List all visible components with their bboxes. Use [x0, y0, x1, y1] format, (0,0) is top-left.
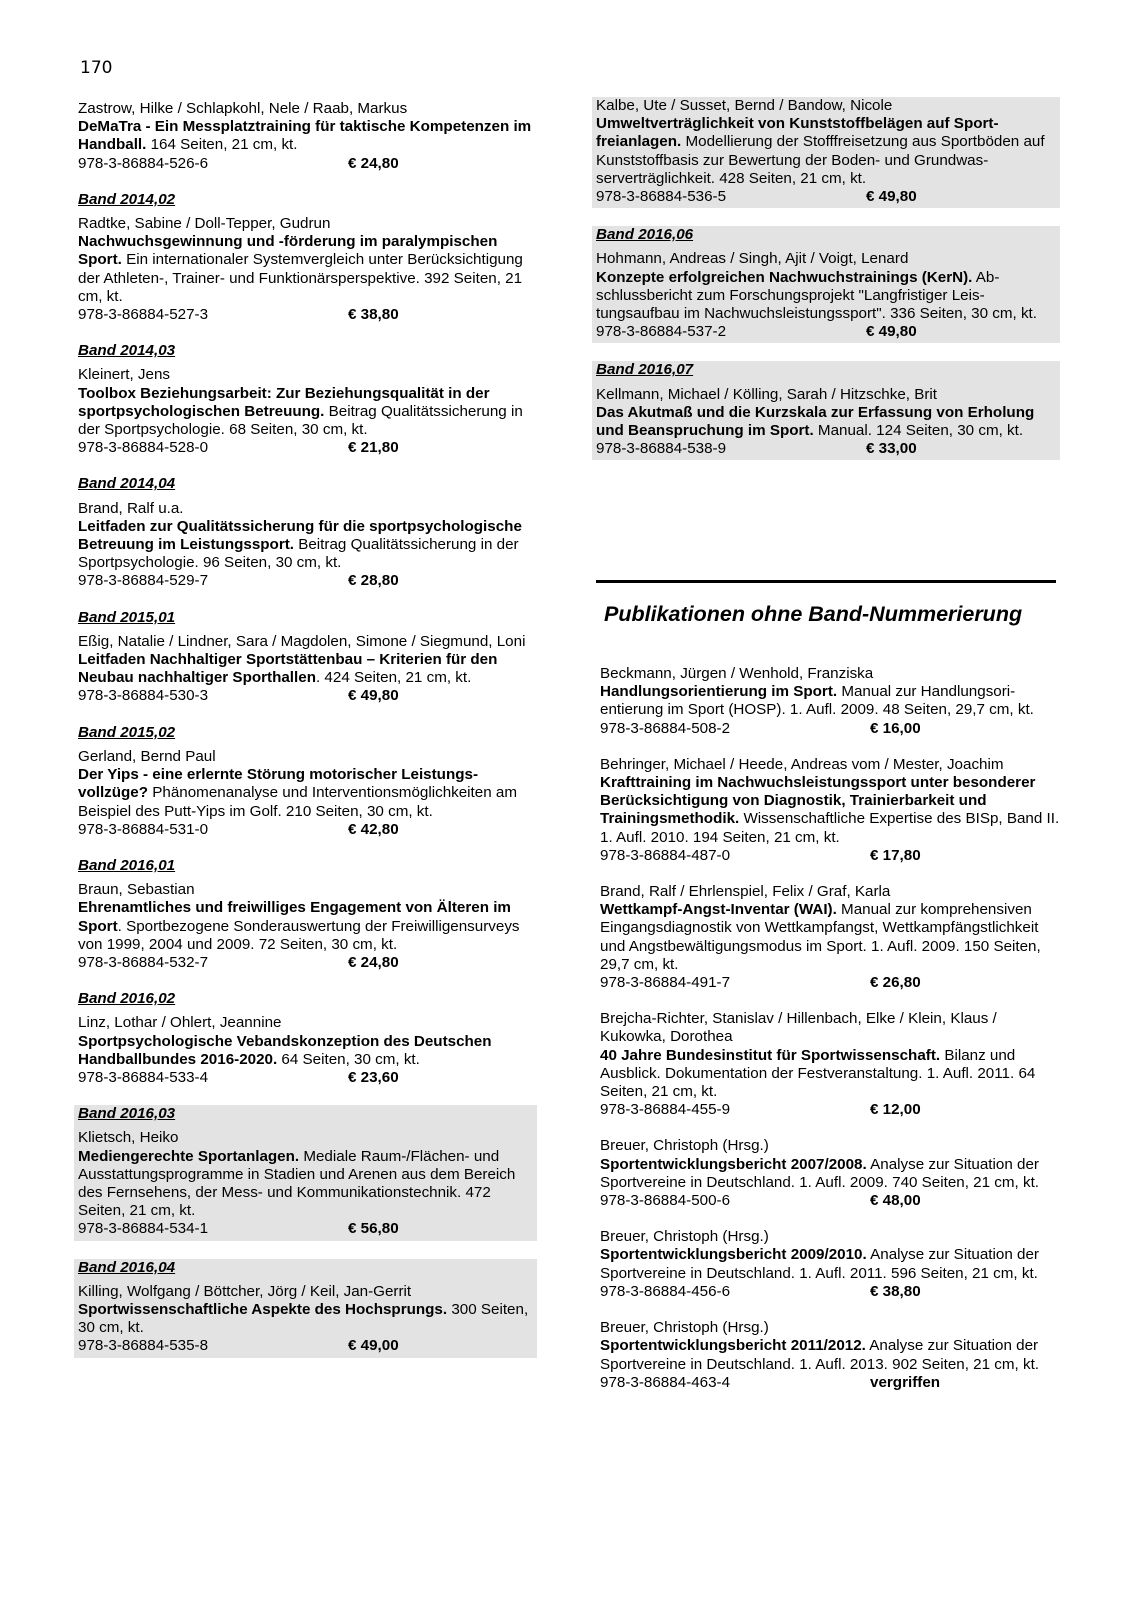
- entry-authors: Radtke, Sabine / Doll-Tepper, Gudrun: [78, 215, 331, 233]
- entry-isbn: 978-3-86884-529-7: [78, 572, 209, 590]
- entry-price: € 56,80: [348, 1220, 399, 1238]
- entry-description: [600, 683, 1060, 719]
- entry-description: [600, 1156, 1060, 1192]
- isbn-price-row: [78, 439, 533, 457]
- entry-isbn: 978-3-86884-538-9: [596, 440, 727, 458]
- isbn-price-row: [600, 1101, 1060, 1119]
- entry-details: Beitrag Qualitätssicherung in der Sportpsychologie. 68 Seiten, 30 cm, kt.: [78, 402, 523, 439]
- catalog-entry: [592, 226, 1060, 343]
- entry-description: [78, 518, 533, 573]
- entry-title: Nachwuchsgewinnung und -förderung im paralympischen Sport.: [78, 233, 498, 269]
- entry-isbn: 978-3-86884-536-5: [596, 188, 727, 206]
- entry-authors: Breuer, Christoph (Hrsg.): [600, 1319, 769, 1337]
- entry-details: Mediale Raum-/Flächen- und Ausstattungsprogramme in Stadien und Arenen aus dem Bereich des Fernsehens, der Mess- und Kommunikationstechnik. 472 Seiten, 21 cm, kt.: [78, 1147, 516, 1220]
- band-label: Band 2014,02: [78, 190, 176, 208]
- entry-authors: Eßig, Natalie / Lindner, Sara / Magdolen, Simone / Siegmund, Loni: [78, 632, 526, 650]
- entry-price: € 23,60: [348, 1068, 399, 1086]
- band-label: Band 2014,04: [78, 475, 176, 493]
- entry-isbn: 978-3-86884-537-2: [596, 323, 727, 341]
- band-label: Band 2016,02: [78, 990, 176, 1008]
- entry-details: 300 Seiten, 30 cm, kt.: [78, 1300, 529, 1337]
- entry-isbn: 978-3-86884-500-6: [600, 1192, 731, 1210]
- entry-details: Wissenschaftliche Expertise des BISp, Band II. 1. Aufl. 2010. 194 Seiten, 21 cm, kt.: [600, 810, 1060, 846]
- entry-isbn: 978-3-86884-508-2: [600, 719, 731, 737]
- catalog-entry: [600, 1228, 1060, 1301]
- band-label: Band 2016,01: [78, 856, 176, 874]
- section-divider: [596, 580, 1056, 583]
- entry-price: € 33,00: [866, 440, 917, 458]
- entry-price: € 26,80: [870, 974, 921, 992]
- publication-list: [600, 665, 1060, 1410]
- entry-authors: Behringer, Michael / Heede, Andreas vom / Mester, Joachim: [600, 755, 1004, 773]
- entry-isbn: 978-3-86884-456-6: [600, 1282, 731, 1300]
- entry-authors: Killing, Wolfgang / Böttcher, Jörg / Keil, Jan-Gerrit: [78, 1282, 412, 1300]
- entry-title: Sportentwicklungsbericht 2007/2008.: [600, 1155, 867, 1173]
- entry-price: € 49,80: [866, 188, 917, 206]
- entry-price: € 24,80: [348, 154, 399, 172]
- left-column: [78, 100, 533, 1376]
- band-label: Band 2014,03: [78, 342, 176, 360]
- isbn-price-row: [78, 572, 533, 590]
- entry-details: Abschlussbericht zum Forschungsprojekt "Langfristiger Leistungsaufbau im Nachwuchsleistungssport". 336 Seiten, 30 cm, kt.: [596, 268, 1038, 323]
- catalog-entry: [600, 883, 1060, 992]
- entry-authors: Klietsch, Heiko: [78, 1129, 179, 1147]
- entry-isbn: 978-3-86884-526-6: [78, 154, 209, 172]
- isbn-price-row: [596, 188, 1056, 206]
- entry-authors: Brand, Ralf / Ehrlenspiel, Felix / Graf, Karla: [600, 883, 891, 901]
- entry-title: Krafttraining im Nachwuchsleistungssport unter besonderer Berücksichtigung von Diagnostik, Trainierbarkeit und Trainingsmethodik.: [600, 774, 1036, 828]
- entry-isbn: 978-3-86884-535-8: [78, 1337, 209, 1355]
- entry-authors: Linz, Lothar / Ohlert, Jeannine: [78, 1014, 282, 1032]
- catalog-entry: [74, 1259, 537, 1358]
- entry-description: [596, 404, 1056, 440]
- entry-authors: Kellmann, Michael / Kölling, Sarah / Hitzschke, Brit: [596, 385, 938, 403]
- entry-details: 64 Seiten, 30 cm, kt.: [277, 1050, 420, 1068]
- entry-description: [78, 651, 533, 687]
- catalog-entry: [78, 990, 533, 1087]
- entry-details: . 424 Seiten, 21 cm, kt.: [315, 669, 472, 687]
- catalog-entry: [600, 1319, 1060, 1392]
- entry-title: Sportentwicklungsbericht 2009/2010.: [600, 1246, 867, 1264]
- entry-description: [78, 385, 533, 440]
- isbn-price-row: [600, 847, 1060, 865]
- entry-title: DeMaTra - Ein Messplatztraining für taktische Kompetenzen im Handball.: [78, 118, 532, 154]
- isbn-price-row: [78, 1069, 533, 1087]
- catalog-entry: [600, 665, 1060, 738]
- entry-price: € 42,80: [348, 820, 399, 838]
- entry-description: [600, 901, 1060, 974]
- entry-description: [78, 899, 533, 954]
- entry-authors: Hohmann, Andreas / Singh, Ajit / Voigt, Lenard: [596, 250, 909, 268]
- entry-price: € 49,00: [348, 1337, 399, 1355]
- entry-description: [78, 1148, 533, 1221]
- catalog-entry: [78, 475, 533, 590]
- catalog-entry: [78, 191, 533, 324]
- entry-isbn: 978-3-86884-530-3: [78, 687, 209, 705]
- isbn-price-row: [600, 974, 1060, 992]
- entry-description: [78, 118, 533, 154]
- entry-details: Bilanz und Ausblick. Dokumentation der Festveranstaltung. 1. Aufl. 2011. 64 Seiten, 21 cm, kt.: [600, 1046, 1036, 1101]
- entry-authors: Braun, Sebastian: [78, 881, 195, 899]
- entry-isbn: 978-3-86884-533-4: [78, 1068, 209, 1086]
- catalog-entry: [592, 97, 1060, 208]
- catalog-entry: [78, 857, 533, 972]
- catalog-entry: [600, 1137, 1060, 1210]
- entry-description: [78, 1301, 533, 1337]
- entry-title: Umweltverträglichkeit von Kunststoffbelägen auf Sportfreianlagen.: [596, 115, 999, 151]
- entry-authors: Zastrow, Hilke / Schlapkohl, Nele / Raab, Markus: [78, 100, 408, 117]
- entry-isbn: 978-3-86884-463-4: [600, 1373, 731, 1391]
- entry-price: € 21,80: [348, 439, 399, 457]
- entry-price: vergriffen: [870, 1373, 941, 1391]
- entry-title: Konzepte erfolgreichen Nachwuchstrainings (KerN).: [596, 268, 973, 286]
- entry-description: [600, 774, 1060, 847]
- entry-price: € 24,80: [348, 953, 399, 971]
- entry-details: Manual. 124 Seiten, 30 cm, kt.: [813, 422, 1024, 440]
- isbn-price-row: [600, 1192, 1060, 1210]
- entry-title: Handlungsorientierung im Sport.: [600, 683, 838, 701]
- isbn-price-row: [78, 1220, 533, 1238]
- entry-details: Beitrag Qualitätssicherung in der Sportpsychologie. 96 Seiten, 30 cm, kt.: [78, 536, 519, 572]
- band-label: Band 2016,07: [596, 361, 694, 379]
- entry-details: Analyse zur Situation der Sportvereine in Deutschland. 1. Aufl. 2013. 902 Seiten, 21 cm, kt.: [600, 1337, 1040, 1373]
- entry-description: [600, 1047, 1060, 1102]
- entry-title: Wettkampf-Angst-Inventar (WAI).: [600, 901, 837, 919]
- entry-description: [600, 1246, 1060, 1282]
- entry-price: € 38,80: [348, 306, 399, 324]
- entry-authors: Breuer, Christoph (Hrsg.): [600, 1228, 769, 1246]
- entry-isbn: 978-3-86884-528-0: [78, 439, 209, 457]
- entry-authors: Brejcha-Richter, Stanislav / Hillenbach, Elke / Klein, Klaus / Kukowka, Dorothea: [600, 1010, 997, 1046]
- entry-details: Modellierung der Stofffreisetzung aus Sportböden auf Kunststoffbasis zur Bewertung der Boden- und Grundwasserverträglichkeit. 428 Seiten, 21 cm, kt.: [596, 133, 1045, 187]
- entry-title: Sportwissenschaftliche Aspekte des Hochsprungs.: [78, 1300, 448, 1318]
- entry-isbn: 978-3-86884-491-7: [600, 974, 731, 992]
- catalog-entry: [74, 1105, 537, 1240]
- section-title: Publikationen ohne Band-Nummerierung: [604, 602, 1023, 626]
- entry-details: Phänomenanalyse und Interventionsmöglichkeiten am Beispiel des Putt-Yips im Golf. 210 Seiten, 30 cm, kt.: [78, 784, 517, 820]
- band-label: Band 2016,03: [78, 1105, 176, 1123]
- entry-authors: Brand, Ralf u.a.: [78, 499, 184, 517]
- entry-details: Manual zur Handlungsorientierung im Sport (HOSP). 1. Aufl. 2009. 48 Seiten, 29,7 cm, kt.: [600, 683, 1034, 719]
- entry-price: € 49,80: [348, 687, 399, 705]
- entry-price: € 49,80: [866, 323, 917, 341]
- page-number: 170: [80, 58, 113, 78]
- entry-price: € 17,80: [870, 846, 921, 864]
- entry-price: € 48,00: [870, 1192, 921, 1210]
- entry-authors: Kleinert, Jens: [78, 366, 171, 384]
- band-label: Band 2015,01: [78, 608, 176, 626]
- entry-details: . Sportbezogene Sonderauswertung der Freiwilligensurveys von 1999, 2004 und 2009. 72 Seiten, 30 cm, kt.: [78, 917, 520, 953]
- isbn-price-row: [78, 1337, 533, 1355]
- entry-description: [78, 766, 533, 821]
- entry-isbn: 978-3-86884-532-7: [78, 953, 209, 971]
- isbn-price-row: [600, 1374, 1060, 1392]
- entry-price: € 16,00: [870, 719, 921, 737]
- entry-description: [596, 115, 1056, 188]
- entry-title: Toolbox Beziehungsarbeit: Zur Beziehungsqualität in der sportpsychologischen Betreuung.: [78, 384, 490, 420]
- band-label: Band 2016,04: [78, 1258, 176, 1276]
- entry-authors: Beckmann, Jürgen / Wenhold, Franziska: [600, 665, 874, 682]
- entry-title: Der Yips - eine erlernte Störung motorischer Leistungsvollzüge?: [78, 766, 479, 802]
- isbn-price-row: [78, 954, 533, 972]
- entry-isbn: 978-3-86884-527-3: [78, 306, 209, 324]
- isbn-price-row: [596, 440, 1056, 458]
- entry-isbn: 978-3-86884-455-9: [600, 1101, 731, 1119]
- entry-authors: Breuer, Christoph (Hrsg.): [600, 1137, 769, 1155]
- catalog-entry: [78, 342, 533, 457]
- catalog-entry: [78, 100, 533, 173]
- band-label: Band 2016,06: [596, 226, 694, 244]
- catalog-entry: [600, 1010, 1060, 1119]
- entry-isbn: 978-3-86884-487-0: [600, 846, 731, 864]
- catalog-entry: [78, 609, 533, 706]
- isbn-price-row: [78, 155, 533, 173]
- entry-details: 164 Seiten, 21 cm, kt.: [146, 136, 298, 154]
- entry-price: € 28,80: [348, 572, 399, 590]
- entry-title: Das Akutmaß und die Kurzskala zur Erfassung von Erholung und Beanspruchung im Sport.: [596, 403, 1035, 440]
- entry-title: Sportentwicklungsbericht 2011/2012.: [600, 1337, 866, 1355]
- entry-description: [600, 1337, 1060, 1373]
- entry-authors: Gerland, Bernd Paul: [78, 747, 216, 765]
- isbn-price-row: [78, 821, 533, 839]
- entry-title: Leitfaden Nachhaltiger Sportstättenbau – Kriterien für den Neubau nachhaltiger Sporthallen: [78, 651, 498, 687]
- catalog-entry: [592, 361, 1060, 460]
- isbn-price-row: [78, 687, 533, 705]
- entry-description: [78, 233, 533, 306]
- entry-price: € 12,00: [870, 1101, 921, 1119]
- entry-details: Analyse zur Situation der Sportvereine in Deutschland. 1. Aufl. 2011. 596 Seiten, 21 cm, kt.: [600, 1246, 1039, 1282]
- entry-details: Manual zur komprehensiven Eingangsdiagnostik von Wettkampfangst, Wettkampfängstlichkeit und Angstbewältigungsmodus im Sport. 1. Aufl. 2009. 150 Seiten, 29,7 cm, kt.: [600, 901, 1041, 973]
- entry-isbn: 978-3-86884-531-0: [78, 820, 209, 838]
- right-column: [596, 97, 1056, 478]
- entry-title: Sportpsychologische Vebandskonzeption des Deutschen Handballbundes 2016-2020.: [78, 1032, 492, 1068]
- isbn-price-row: [78, 306, 533, 324]
- entry-details: Ein internationaler Systemvergleich unter Berücksichtigung der Athleten-, Trainer- und Funktionärsperspektive. 392 Seiten, 21 cm, kt.: [78, 251, 523, 305]
- entry-title: Leitfaden zur Qualitätssicherung für die sportpsychologische Betreuung im Leistungssport.: [78, 517, 522, 554]
- entry-authors: Kalbe, Ute / Susset, Bernd / Bandow, Nicole: [596, 97, 893, 114]
- entry-isbn: 978-3-86884-534-1: [78, 1220, 209, 1238]
- catalog-entry: [78, 724, 533, 839]
- entry-title: 40 Jahre Bundesinstitut für Sportwissenschaft.: [600, 1046, 941, 1064]
- isbn-price-row: [600, 720, 1060, 738]
- entry-description: [596, 269, 1056, 324]
- entry-price: € 38,80: [870, 1282, 921, 1300]
- catalog-entry: [600, 756, 1060, 865]
- entry-title: Ehrenamtliches und freiwilliges Engagement von Älteren im Sport: [78, 899, 511, 935]
- isbn-price-row: [600, 1283, 1060, 1301]
- band-label: Band 2015,02: [78, 723, 176, 741]
- entry-details: Analyse zur Situation der Sportvereine in Deutschland. 1. Aufl. 2009. 740 Seiten, 21 cm, kt.: [600, 1155, 1040, 1191]
- isbn-price-row: [596, 323, 1056, 341]
- entry-description: [78, 1033, 533, 1069]
- entry-title: Mediengerechte Sportanlagen.: [78, 1147, 300, 1165]
